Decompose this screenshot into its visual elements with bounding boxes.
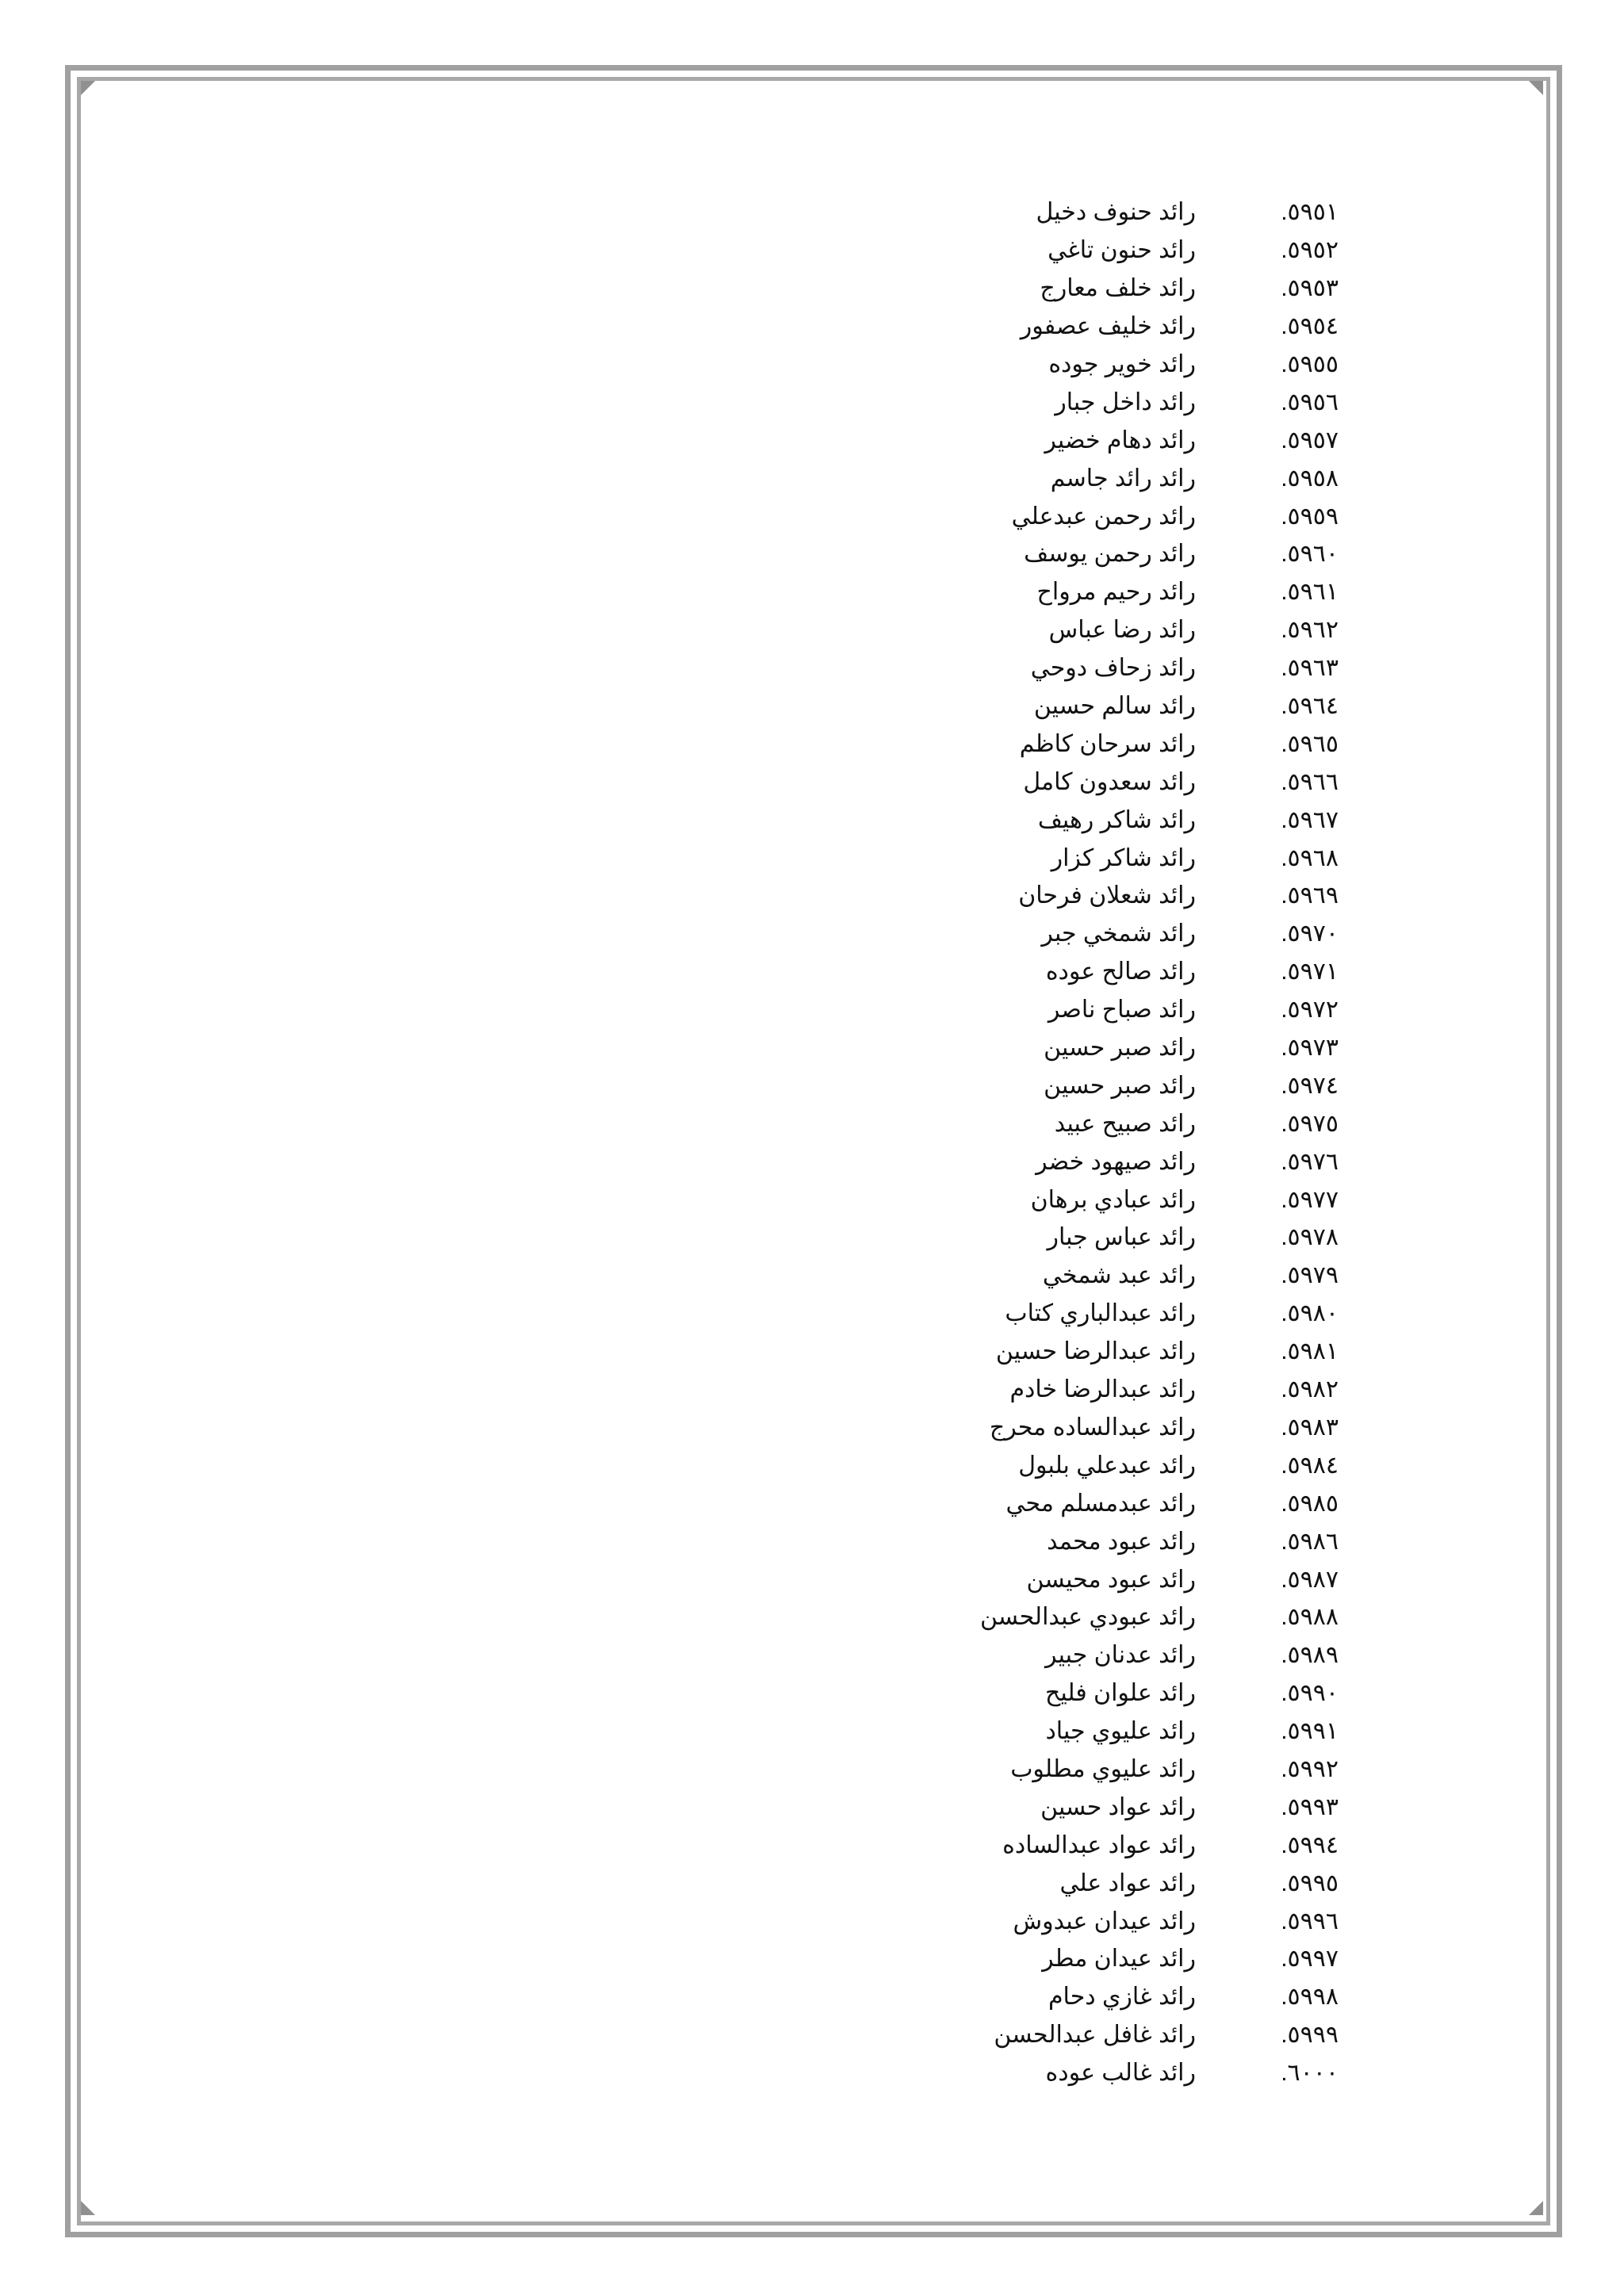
list-item	[625, 1636, 1339, 1674]
entry-name: رائد عبدالباري كتاب	[1005, 1300, 1196, 1327]
entry-name: رائد رحيم مرواح	[1036, 579, 1196, 606]
entry-name: رائد رضا عباس	[1048, 617, 1196, 644]
entry-number: ٥٩٩٩.	[1281, 2022, 1339, 2049]
entry-name: رائد عباس جبار	[1047, 1224, 1196, 1251]
entry-name: رائد عليوي مطلوب	[1010, 1755, 1196, 1782]
corner-ornament-top-right	[1529, 81, 1543, 95]
entry-number: ٥٩٦٢.	[1281, 617, 1339, 644]
entry-number: ٥٩٦٩.	[1281, 882, 1339, 909]
entry-name: رائد عيدان عبدوش	[1013, 1908, 1196, 1934]
list-item	[625, 1522, 1339, 1560]
entry-number: ٦٠٠٠.	[1281, 2060, 1339, 2087]
entry-number: ٥٩٧٩.	[1281, 1262, 1339, 1289]
list-item	[625, 1674, 1339, 1712]
entry-number: ٥٩٧٠.	[1281, 920, 1339, 947]
entry-name: رائد شعلان فرحان	[1018, 882, 1196, 909]
list-item	[625, 1142, 1339, 1181]
list-item	[625, 1333, 1339, 1371]
entry-name: رائد حنون تاغي	[1048, 237, 1196, 264]
entry-name: رائد عواد عبدالساده	[1002, 1831, 1196, 1858]
entry-name: رائد حنوف دخيل	[1036, 199, 1196, 226]
list-item	[625, 1104, 1339, 1142]
entry-name: رائد عبدمسلم محي	[1005, 1490, 1196, 1517]
entry-name: رائد صبر حسين	[1044, 1035, 1196, 1062]
entry-name: رائد شاكر كزار	[1051, 844, 1196, 871]
entry-number: ٥٩٧٨.	[1281, 1224, 1339, 1251]
entry-name: رائد عبودي عبدالحسن	[979, 1604, 1196, 1631]
entry-name: رائد عبد شمخي	[1042, 1262, 1196, 1289]
entry-name: رائد غافل عبدالحسن	[994, 2022, 1196, 2049]
entry-number: ٥٩٦١.	[1281, 579, 1339, 606]
list-item	[625, 839, 1339, 877]
entry-name: رائد صبر حسين	[1044, 1072, 1196, 1099]
entry-name: رائد صيهود خضر	[1036, 1148, 1196, 1175]
list-item	[625, 991, 1339, 1029]
entry-number: ٥٩٥٥.	[1281, 351, 1339, 377]
entry-number: ٥٩٧٥.	[1281, 1110, 1339, 1137]
entry-name: رائد سالم حسين	[1033, 693, 1196, 720]
list-item	[625, 1484, 1339, 1522]
entry-name: رائد عبدالرضا حسين	[995, 1338, 1196, 1365]
list-item	[625, 1295, 1339, 1333]
list-item	[625, 308, 1339, 346]
list-item	[625, 915, 1339, 953]
list-item	[625, 193, 1339, 232]
list-item	[625, 535, 1339, 573]
entry-name: رائد رائد جاسم	[1050, 465, 1196, 492]
list-item	[625, 1446, 1339, 1484]
corner-ornament-bottom-right	[1529, 2201, 1543, 2215]
entry-number: ٥٩٥٢.	[1281, 237, 1339, 264]
entry-number: ٥٩٥٦.	[1281, 388, 1339, 415]
entry-name: رائد رحمن عبدعلي	[1011, 503, 1196, 530]
list-item	[625, 801, 1339, 839]
names-list	[625, 193, 1339, 2092]
entry-name: رائد عبود محمد	[1047, 1528, 1196, 1555]
entry-name: رائد خلف معارج	[1040, 275, 1196, 302]
list-item	[625, 611, 1339, 649]
list-item	[625, 953, 1339, 991]
entry-number: ٥٩٩٨.	[1281, 1984, 1339, 2011]
entry-number: ٥٩٩٠.	[1281, 1680, 1339, 1707]
entry-name: رائد خليف عصفور	[1020, 313, 1196, 340]
entry-number: ٥٩٨٤.	[1281, 1452, 1339, 1479]
entry-number: ٥٩٦٤.	[1281, 693, 1339, 720]
entry-number: ٥٩٦٠.	[1281, 541, 1339, 568]
entry-number: ٥٩٩١.	[1281, 1718, 1339, 1745]
entry-number: ٥٩٦٧.	[1281, 806, 1339, 833]
entry-number: ٥٩٩٣.	[1281, 1793, 1339, 1820]
entry-number: ٥٩٥٩.	[1281, 503, 1339, 530]
entry-number: ٥٩٧٣.	[1281, 1035, 1339, 1062]
entry-number: ٥٩٥٣.	[1281, 275, 1339, 302]
entry-name: رائد عليوي جياد	[1045, 1718, 1196, 1745]
entry-number: ٥٩٩٢.	[1281, 1755, 1339, 1782]
entry-number: ٥٩٥١.	[1281, 199, 1339, 226]
list-item	[625, 1560, 1339, 1598]
entry-number: ٥٩٧٢.	[1281, 997, 1339, 1024]
entry-number: ٥٩٧١.	[1281, 959, 1339, 985]
entry-name: رائد رحمن يوسف	[1024, 541, 1196, 568]
entry-name: رائد غازي دحام	[1048, 1984, 1196, 2011]
entry-name: رائد شمخي جبر	[1041, 920, 1196, 947]
entry-name: رائد شاكر رهيف	[1037, 806, 1196, 833]
list-item	[625, 1066, 1339, 1104]
list-item	[625, 1371, 1339, 1409]
entry-name: رائد زحاف دوحي	[1030, 655, 1196, 682]
entry-name: رائد عواد حسين	[1040, 1793, 1196, 1820]
list-item	[625, 1181, 1339, 1219]
entry-number: ٥٩٧٤.	[1281, 1072, 1339, 1099]
entry-name: رائد سرحان كاظم	[1019, 730, 1196, 757]
entry-number: ٥٩٥٧.	[1281, 427, 1339, 453]
entry-number: ٥٩٨٦.	[1281, 1528, 1339, 1555]
list-item	[625, 1409, 1339, 1447]
entry-number: ٥٩٧٦.	[1281, 1148, 1339, 1175]
entry-name: رائد سعدون كامل	[1023, 768, 1196, 795]
entry-name: رائد عبود محيسن	[1026, 1566, 1196, 1593]
entry-number: ٥٩٨٢.	[1281, 1376, 1339, 1403]
list-item	[625, 421, 1339, 459]
list-item	[625, 649, 1339, 687]
entry-name: رائد عواد علي	[1059, 1869, 1196, 1896]
list-item	[625, 497, 1339, 535]
list-item	[625, 383, 1339, 421]
entry-number: ٥٩٨٠.	[1281, 1300, 1339, 1327]
entry-number: ٥٩٨٣.	[1281, 1414, 1339, 1441]
list-item	[625, 877, 1339, 915]
list-item	[625, 459, 1339, 497]
entry-name: رائد صبيح عبيد	[1054, 1110, 1196, 1137]
entry-number: ٥٩٥٤.	[1281, 313, 1339, 340]
entry-number: ٥٩٩٦.	[1281, 1908, 1339, 1934]
entry-name: رائد صالح عوده	[1045, 959, 1196, 985]
list-item	[625, 1978, 1339, 2016]
list-item	[625, 2054, 1339, 2092]
list-item	[625, 1712, 1339, 1751]
corner-ornament-bottom-left	[81, 2201, 95, 2215]
list-item	[625, 232, 1339, 270]
entry-name: رائد عبدالرضا خادم	[1009, 1376, 1196, 1403]
list-item	[625, 1751, 1339, 1789]
list-item	[625, 1864, 1339, 1902]
entry-name: رائد عدنان جبير	[1045, 1642, 1196, 1669]
entry-name: رائد عيدان مطر	[1042, 1946, 1196, 1973]
entry-number: ٥٩٥٨.	[1281, 465, 1339, 492]
entry-number: ٥٩٨٥.	[1281, 1490, 1339, 1517]
entry-name: رائد صباح ناصر	[1048, 997, 1196, 1024]
entry-number: ٥٩٦٦.	[1281, 768, 1339, 795]
corner-ornament-top-left	[81, 81, 95, 95]
list-item	[625, 270, 1339, 308]
entry-number: ٥٩٩٤.	[1281, 1831, 1339, 1858]
list-item	[625, 1788, 1339, 1826]
list-item	[625, 725, 1339, 763]
entry-number: ٥٩٩٥.	[1281, 1869, 1339, 1896]
list-item	[625, 573, 1339, 611]
entry-number: ٥٩٧٧.	[1281, 1186, 1339, 1213]
entry-number: ٥٩٨٩.	[1281, 1642, 1339, 1669]
entry-number: ٥٩٦٣.	[1281, 655, 1339, 682]
list-item	[625, 687, 1339, 725]
entry-number: ٥٩٦٨.	[1281, 844, 1339, 871]
entry-name: رائد دهام خضير	[1044, 427, 1196, 453]
entry-name: رائد غالب عوده	[1045, 2060, 1196, 2087]
list-item	[625, 1598, 1339, 1636]
list-item	[625, 1826, 1339, 1864]
list-item	[625, 1029, 1339, 1067]
list-item	[625, 1219, 1339, 1257]
list-item	[625, 1257, 1339, 1295]
entry-number: ٥٩٩٧.	[1281, 1946, 1339, 1973]
entry-name: رائد عبدعلي بلبول	[1018, 1452, 1196, 1479]
entry-name: رائد علوان فليح	[1045, 1680, 1196, 1707]
entry-number: ٥٩٨٧.	[1281, 1566, 1339, 1593]
entry-name: رائد خوير جوده	[1048, 351, 1196, 377]
entry-name: رائد عبدالساده محرج	[989, 1414, 1196, 1441]
entry-name: رائد داخل جبار	[1055, 388, 1196, 415]
list-item	[625, 346, 1339, 384]
list-item	[625, 1902, 1339, 1940]
list-item	[625, 763, 1339, 801]
list-item	[625, 1940, 1339, 1978]
entry-number: ٥٩٨٨.	[1281, 1604, 1339, 1631]
list-item	[625, 2016, 1339, 2054]
entry-number: ٥٩٦٥.	[1281, 730, 1339, 757]
entry-name: رائد عبادي برهان	[1030, 1186, 1196, 1213]
entry-number: ٥٩٨١.	[1281, 1338, 1339, 1365]
